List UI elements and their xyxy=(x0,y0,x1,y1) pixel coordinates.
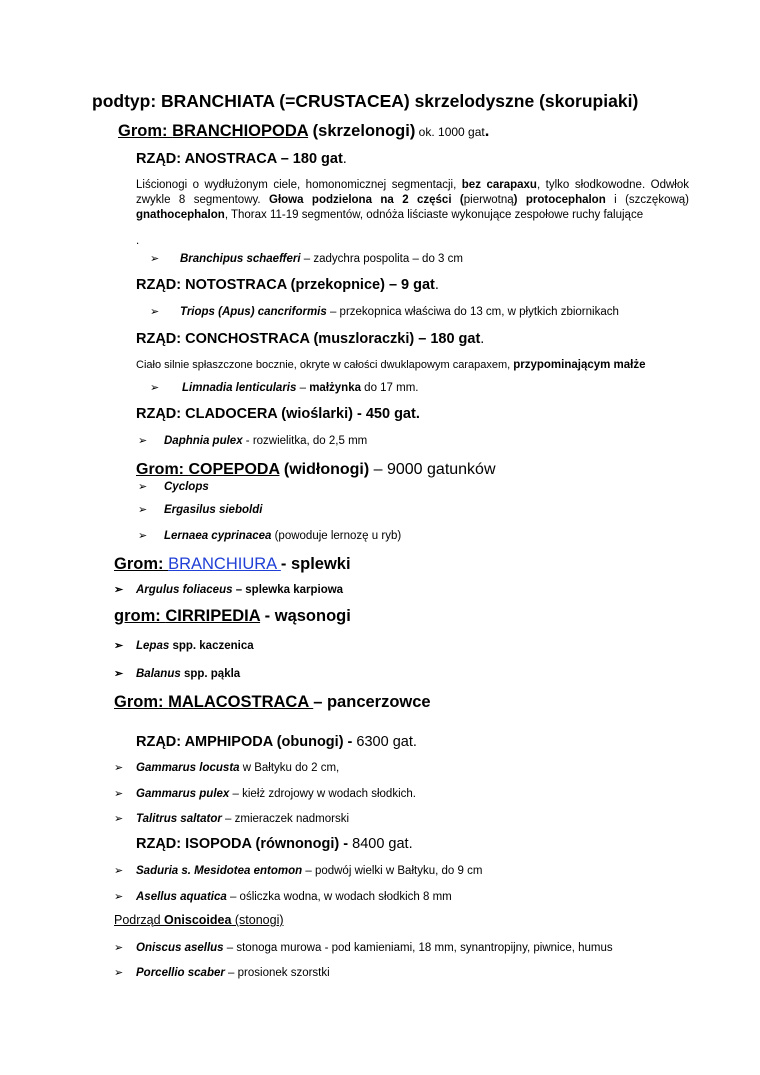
branchiura-name: BRANCHIURA xyxy=(168,555,281,573)
species-name: Talitrus saltator xyxy=(136,813,222,825)
arrow-bullet-icon: ➢ xyxy=(150,306,160,318)
list-item-lepas xyxy=(114,641,254,653)
species-name: Balanus xyxy=(136,668,181,680)
cirripedia-rest: - wąsonogi xyxy=(260,607,351,625)
isopoda-heading-text: RZĄD: ISOPODA (równonogi) - xyxy=(136,836,353,852)
species-name: Lepas xyxy=(136,640,170,652)
species-desc: – podwój wielki w Bałtyku, do 9 cm xyxy=(302,865,483,877)
notostraca-dot: . xyxy=(434,277,439,293)
species-name: Daphnia pulex xyxy=(164,435,243,447)
desc-bold-protocephalon: ) protocephalon xyxy=(513,194,606,206)
branchiura-heading xyxy=(114,556,351,573)
desc-bold-part: przypominającym małże xyxy=(513,359,646,371)
cirripedia-prefix: grom: xyxy=(114,607,166,625)
desc-part: i (szczękową) xyxy=(605,194,689,206)
species-name: Argulus foliaceus xyxy=(136,584,233,596)
anostraca-description xyxy=(136,178,689,223)
desc-bold-carapax: bez carapaxu xyxy=(461,179,537,191)
desc-bold-gnathocephalon: gnathocephalon xyxy=(136,209,225,221)
branchiopoda-rest: (skrzelonogi) xyxy=(308,122,416,140)
notostraca-heading-text: RZĄD: NOTOSTRACA (przekopnice) – 9 gat xyxy=(136,277,435,293)
malacostraca-prefix: Grom: xyxy=(114,693,169,711)
copepoda-rest: (widłonogi) xyxy=(279,461,370,478)
arrow-bullet-icon: ➢ xyxy=(138,504,148,516)
species-desc: - rozwielitka, do 2,5 mm xyxy=(242,435,368,447)
species-desc: w Bałtyku do 2 cm, xyxy=(239,762,340,774)
notostraca-heading xyxy=(136,278,439,293)
stray-dot: . xyxy=(136,235,140,247)
species-desc: (powoduje lernozę u ryb) xyxy=(271,530,402,542)
isopoda-heading xyxy=(136,837,413,852)
arrow-bullet-icon: ➢ xyxy=(114,967,124,979)
arrow-bullet-icon: ➢ xyxy=(114,891,124,903)
branchiopoda-heading xyxy=(118,123,489,140)
species-desc: do 17 mm. xyxy=(360,382,419,394)
cladocera-heading-text: RZĄD: CLADOCERA (wioślarki) - 450 gat. xyxy=(136,406,420,422)
species-desc: – ośliczka wodna, w wodach słodkich 8 mm xyxy=(226,891,452,903)
species-desc: – zmieraczek nadmorski xyxy=(221,813,350,825)
oniscoidea-rest: (stonogi) xyxy=(231,913,284,927)
amphipoda-heading xyxy=(136,735,417,750)
list-item-balanus xyxy=(114,669,240,681)
species-desc: spp. kaczenica xyxy=(169,640,254,652)
conchostraca-dot: . xyxy=(480,331,485,347)
anostraca-heading xyxy=(136,152,347,167)
arrow-bullet-icon: ➢ xyxy=(150,382,160,394)
arrow-bullet-icon: ➢ xyxy=(138,481,148,493)
species-desc: – splewka karpiowa xyxy=(232,584,344,596)
species-name: Gammarus pulex xyxy=(136,788,230,800)
conchostraca-heading-text: RZĄD: CONCHOSTRACA (muszloraczki) – 180 gat xyxy=(136,331,481,347)
copepoda-name: COPEPODA xyxy=(188,461,280,478)
species-desc: – stonoga murowa - pod kamieniami, 18 mm, synantropijny, piwnice, humus xyxy=(223,942,613,954)
arrow-bullet-icon: ➢ xyxy=(150,253,160,265)
list-item-saduria xyxy=(114,866,482,878)
copepoda-heading xyxy=(136,462,496,478)
malacostraca-rest: – pancerzowce xyxy=(313,693,431,711)
list-item-triops xyxy=(150,307,619,319)
conchostraca-description xyxy=(136,360,646,372)
species-desc: – zadychra pospolita – do 3 cm xyxy=(300,253,463,265)
branchiura-prefix: Grom: xyxy=(114,555,169,573)
cirripedia-name: CIRRIPEDIA xyxy=(165,607,261,625)
branchiura-rest: - splewki xyxy=(280,555,351,573)
arrow-bullet-icon: ➢ xyxy=(138,435,148,447)
branchiopoda-name: BRANCHIOPODA xyxy=(172,122,309,140)
malacostraca-name: MALACOSTRACA xyxy=(168,693,314,711)
arrow-bullet-icon: ➢ xyxy=(114,584,124,596)
list-item-branchipus xyxy=(150,254,463,266)
page-title: podtyp: BRANCHIATA (=CRUSTACEA) skrzelodyszne (skorupiaki) xyxy=(92,91,639,111)
anostraca-dot: . xyxy=(342,151,347,167)
arrow-bullet-icon: ➢ xyxy=(114,788,124,800)
amphipoda-heading-text: RZĄD: AMPHIPODA (obunogi) - xyxy=(136,734,357,750)
isopoda-count: 8400 gat. xyxy=(352,836,413,852)
cirripedia-heading xyxy=(114,608,351,625)
desc-part: , tylko słodkowodne. Odwłok zwykle 8 segmentowy. xyxy=(136,179,689,206)
oniscoidea-heading xyxy=(114,914,284,927)
desc-part: Ciało silnie spłaszczone bocznie, okryte w całości dwuklapowym carapaxem, xyxy=(136,359,514,371)
list-item-argulus xyxy=(114,585,343,597)
species-desc: – kiełż zdrojowy w wodach słodkich. xyxy=(229,788,416,800)
species-common-name: małżynka xyxy=(309,382,361,394)
species-name: Porcellio scaber xyxy=(136,967,225,979)
desc-part: pierwotną xyxy=(463,194,514,206)
species-name: Cyclops xyxy=(164,481,209,493)
list-item-porcellio xyxy=(114,968,330,980)
species-name: Ergasilus sieboldi xyxy=(164,504,263,516)
arrow-bullet-icon: ➢ xyxy=(138,530,148,542)
species-name: Gammarus locusta xyxy=(136,762,240,774)
cladocera-heading xyxy=(136,407,420,422)
list-item-asellus xyxy=(114,892,452,904)
malacostraca-heading xyxy=(114,694,431,711)
species-name: Oniscus asellus xyxy=(136,942,224,954)
arrow-bullet-icon: ➢ xyxy=(114,762,124,774)
species-name: Asellus aquatica xyxy=(136,891,227,903)
species-name: Limnadia lenticularis xyxy=(182,382,297,394)
list-item-cyclops xyxy=(138,482,209,494)
list-item-daphnia xyxy=(138,436,367,448)
list-item-gammarus-pulex xyxy=(114,789,416,801)
list-item-talitrus xyxy=(114,814,349,826)
species-desc: – prosionek szorstki xyxy=(224,967,330,979)
list-item-lernaea xyxy=(138,531,401,543)
branchiopoda-prefix: Grom: xyxy=(118,122,173,140)
anostraca-heading-text: RZĄD: ANOSTRACA – 180 gat xyxy=(136,151,343,167)
copepoda-count: – 9000 gatunków xyxy=(369,461,496,478)
arrow-bullet-icon: ➢ xyxy=(114,942,124,954)
desc-part: , Thorax 11-19 segmentów, odnóża liściaste wykonujące zespołowe ruchy falujące xyxy=(224,209,644,221)
species-name: Branchipus schaefferi xyxy=(180,253,301,265)
branchiopoda-count: ok. 1000 gat xyxy=(415,125,485,139)
list-item-limnadia xyxy=(150,383,419,395)
arrow-bullet-icon: ➢ xyxy=(114,640,124,652)
list-item-oniscus xyxy=(114,943,613,955)
arrow-bullet-icon: ➢ xyxy=(114,865,124,877)
species-name: Lernaea cyprinacea xyxy=(164,530,272,542)
branchiopoda-dot: . xyxy=(484,122,490,140)
species-name: Saduria s. Mesidotea entomon xyxy=(136,865,303,877)
desc-bold-head: Głowa podzielona na 2 części ( xyxy=(269,194,464,206)
amphipoda-count: 6300 gat. xyxy=(356,734,417,750)
oniscoidea-prefix: Podrząd xyxy=(114,913,165,927)
arrow-bullet-icon: ➢ xyxy=(114,668,124,680)
copepoda-prefix: Grom: xyxy=(136,461,189,478)
arrow-bullet-icon: ➢ xyxy=(114,813,124,825)
species-desc: spp. pąkla xyxy=(180,668,241,680)
oniscoidea-name: Oniscoidea xyxy=(164,913,232,927)
conchostraca-heading xyxy=(136,332,484,347)
desc-part: Liścionogi o wydłużonym ciele, homonomicznej segmentacji, xyxy=(136,179,462,191)
species-name: Triops (Apus) cancriformis xyxy=(180,306,327,318)
species-desc: – przekopnica właściwa do 13 cm, w płytkich zbiornikach xyxy=(326,306,619,318)
list-item-ergasilus xyxy=(138,505,262,517)
species-mid: – xyxy=(296,382,310,394)
list-item-gammarus-locusta xyxy=(114,763,339,775)
